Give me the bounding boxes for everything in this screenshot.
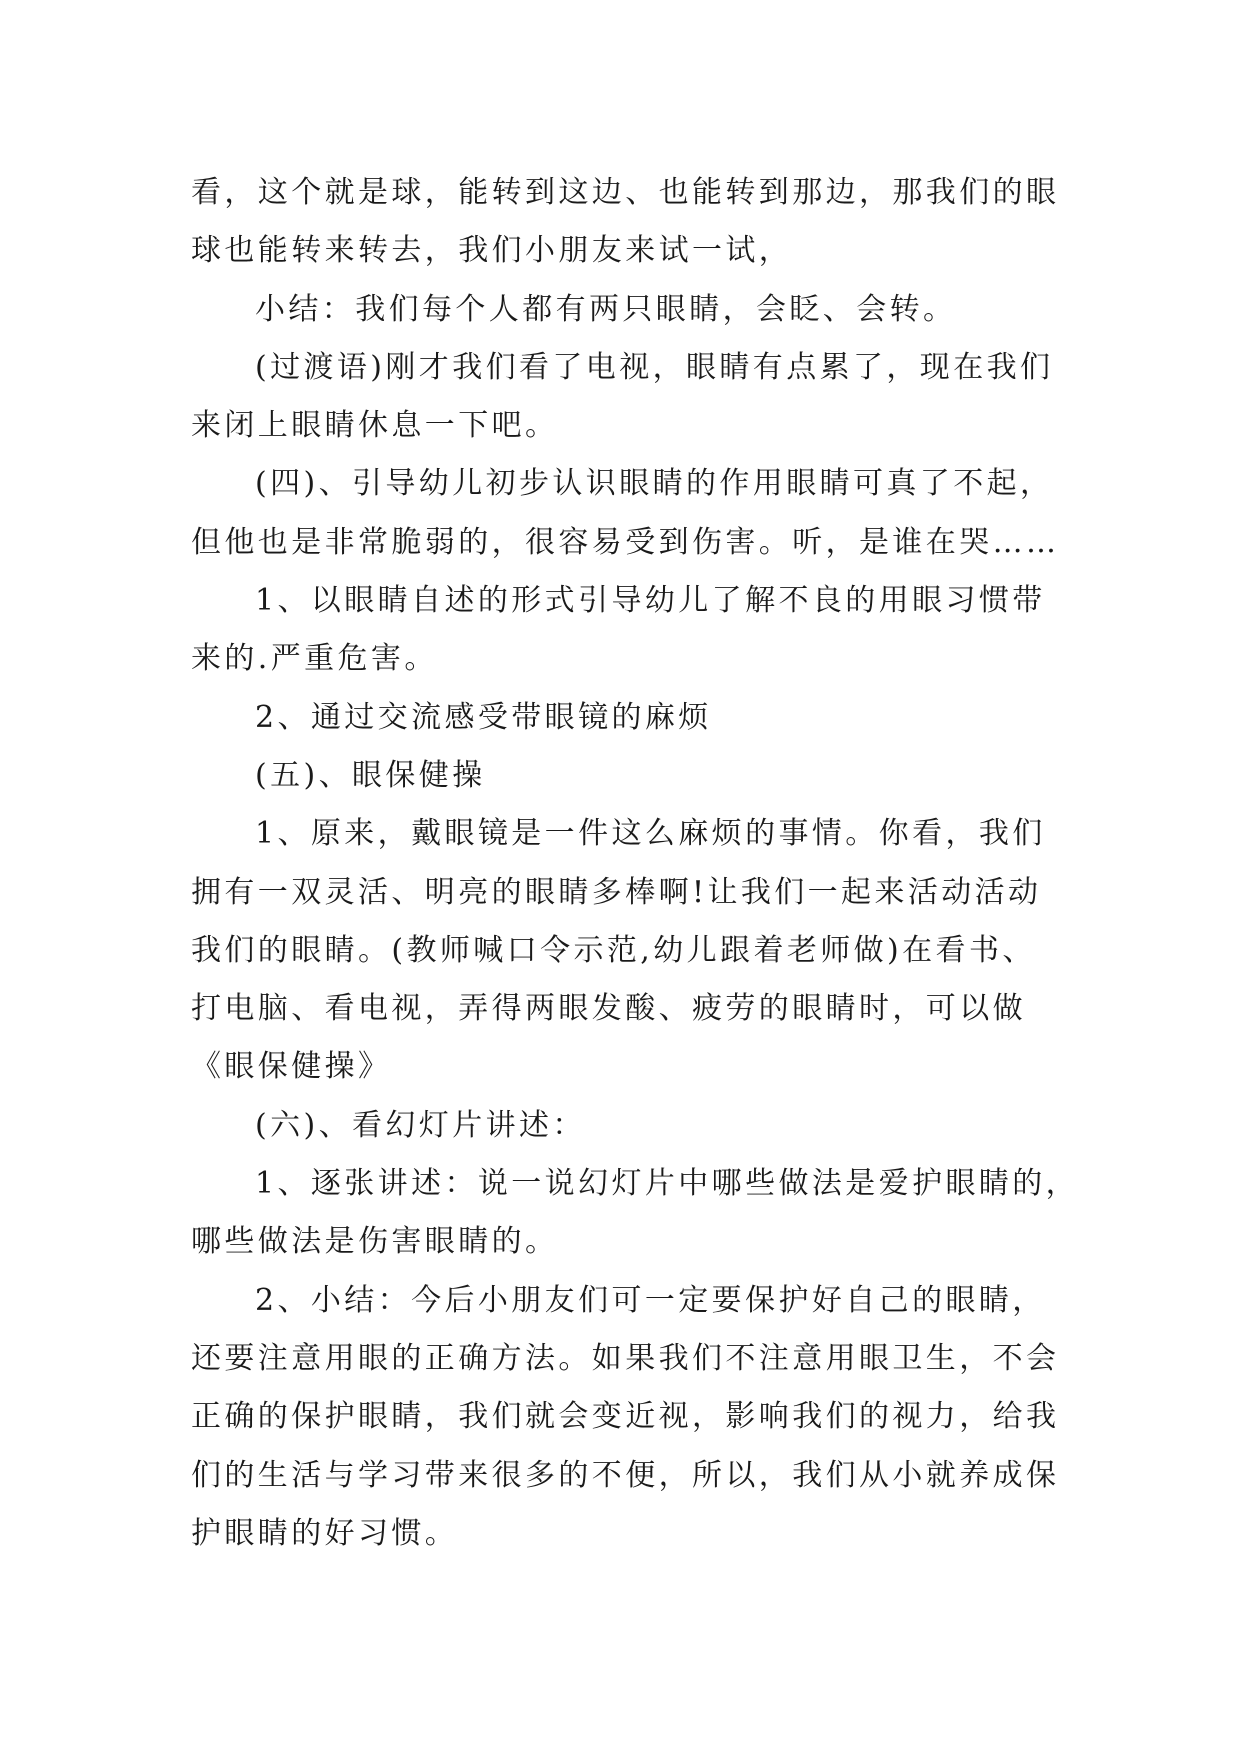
body-text — [191, 164, 1080, 1563]
text-line: 1、逐张讲述：说一说幻灯片中哪些做法是爱护眼睛的， — [255, 1166, 1080, 1202]
text-line: 正确的保护眼睛，我们就会变近视，影响我们的视力，给我 — [191, 1399, 1060, 1435]
text-line: 来的.严重危害。 — [191, 641, 438, 677]
text-line: 们的生活与学习带来很多的不便，所以，我们从小就养成保 — [191, 1457, 1060, 1493]
text-line: 我们的眼睛。(教师喊口令示范,幼儿跟着老师做)在看书、 — [191, 932, 1036, 968]
text-line: (六)、看幻灯片讲述： — [255, 1107, 586, 1143]
text-line: 但他也是非常脆弱的，很容易受到伤害。听，是谁在哭…… — [191, 524, 1060, 560]
text-line: 1、原来，戴眼镜是一件这么麻烦的事情。你看，我们 — [255, 816, 1046, 852]
text-line: 1、以眼睛自述的形式引导幼儿了解不良的用眼习惯带 — [255, 583, 1046, 619]
text-line: 2、通过交流感受带眼镜的麻烦 — [255, 699, 712, 735]
text-line: 看，这个就是球，能转到这边、也能转到那边，那我们的眼 — [191, 175, 1060, 210]
text-line: (过渡语)刚才我们看了电视，眼睛有点累了，现在我们 — [255, 349, 1054, 385]
text-line: 护眼睛的好习惯。 — [191, 1515, 459, 1551]
text-line: (五)、眼保健操 — [255, 757, 486, 793]
text-line: 《眼保健操》 — [191, 1049, 392, 1085]
text-line: 哪些做法是伤害眼睛的。 — [191, 1224, 559, 1260]
text-line: 小结：我们每个人都有两只眼睛，会眨、会转。 — [255, 291, 957, 327]
text-line: (四)、引导幼儿初步认识眼睛的作用眼睛可真了不起， — [255, 466, 1054, 502]
text-line: 还要注意用眼的正确方法。如果我们不注意用眼卫生，不会 — [191, 1340, 1060, 1376]
text-line: 拥有一双灵活、明亮的眼睛多棒啊!让我们一起来活动活动 — [191, 874, 1042, 910]
text-line: 球也能转来转去，我们小朋友来试一试， — [191, 233, 793, 269]
text-line: 2、小结：今后小朋友们可一定要保护好自己的眼睛， — [255, 1282, 1046, 1318]
text-line: 打电脑、看电视，弄得两眼发酸、疲劳的眼睛时，可以做 — [191, 991, 1026, 1027]
text-line: 来闭上眼睛休息一下吧。 — [191, 408, 559, 444]
